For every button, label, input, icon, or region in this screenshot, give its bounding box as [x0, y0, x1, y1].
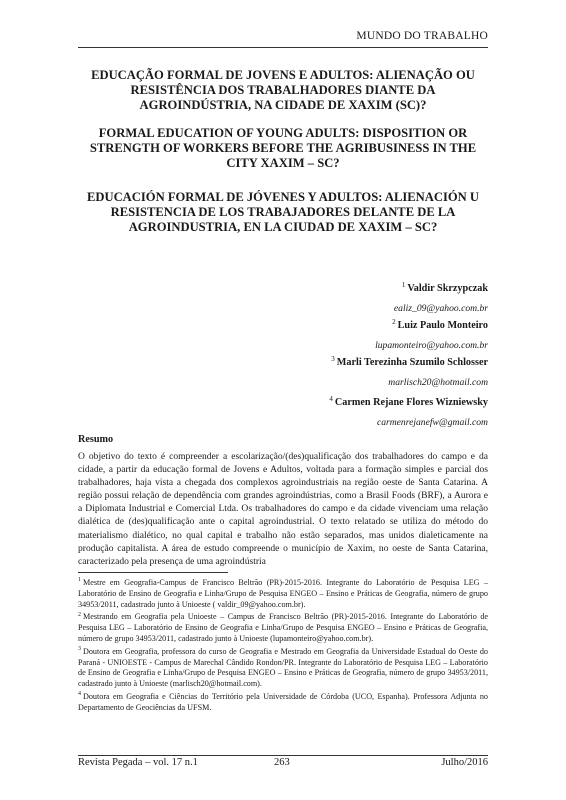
title-spanish: EDUCACIÓN FORMAL DE JÓVENES Y ADULTOS: ALIENACIÓN U RESISTENCIA DE LOS TRABAJADORES DELANTE DE LA AGROINDUSTRIA, EN LA CIUDAD DE XAXIM – SC? — [87, 190, 479, 234]
footnote-mark: 4 — [78, 691, 81, 698]
title-portuguese: EDUCAÇÃO FORMAL DE JOVENS E ADULTOS: ALIENAÇÃO OU RESISTÊNCIA DOS TRABALHADORES DIANTE DA AGROINDÚSTRIA, NA CIDADE DE XAXIM (SC)? — [91, 68, 475, 112]
author-mark: 2 — [392, 317, 396, 326]
footnote-4: $^4$ Doutora em Geografia e Ciências do Território pela Universidade de Córdoba (UCO, Espanha). Professora Adjunta no Departamento de Geociências da UFSM. — [78, 691, 488, 712]
footer-date: Julho/2016 — [441, 757, 488, 768]
author-email[interactable]: lupamonteiro@yahoo.com.br — [375, 340, 488, 351]
author-name: $^1$ Valdir Skrzypczak — [401, 280, 488, 294]
footer-rule — [78, 755, 488, 756]
header-rule — [78, 47, 488, 48]
running-header: MUNDO DO TRABALHO — [356, 30, 488, 42]
footnote-2: $^2$ Mestrando em Geografia pela Unioeste – Campus de Francisco Beltrão (PR)-2015-2016. Integrante do Laboratório de Pesquisa LEG – Laboratório de Ensino de Geografia e Linha/Grupo de Pesquisa ENGEO – Ensino e Práticas de Geografia, número de grupo 34953/2011, cadastrado junto à Unioeste (lupamonteiro@yahoo.com.br). — [78, 611, 488, 643]
author-1 — [188, 282, 488, 316]
author-email[interactable]: marlisch20@hotmail.com — [388, 377, 488, 388]
author-email[interactable]: carmenrejanefw@gmail.com — [376, 417, 488, 428]
author-2 — [188, 319, 488, 353]
author-name: $^2$ Luiz Paulo Monteiro — [392, 317, 488, 331]
title-english: FORMAL EDUCATION OF YOUNG ADULTS: DISPOSITION OR STRENGTH OF WORKERS BEFORE THE AGRIBUSINESS IN THE CITY XAXIM – SC? — [89, 126, 477, 170]
author-mark: 4 — [329, 394, 333, 403]
author-3 — [188, 356, 488, 390]
footnote-mark: 1 — [78, 577, 81, 584]
author-4 — [188, 396, 488, 430]
abstract-heading: Resumo — [78, 434, 114, 445]
footer-journal: Revista Pegada – vol. 17 n.1 — [78, 757, 198, 768]
footnote-mark: 2 — [78, 611, 81, 618]
footnote-1: $^1$ Mestre em Geografia-Campus de Francisco Beltrão (PR)-2015-2016. Integrante do Laboratório de Pesquisa LEG – Laboratório de Ensino de Geografia e Linha/Grupo de Pesquisa ENGEO – Ensino e Práticas de Geografia, número de grupo 34953/2011, cadastrado junto à Unioeste ( valdir_09@yahoo.com.br). — [78, 577, 488, 609]
author-name: $^4$ Carmen Rejane Flores Wizniewsky — [329, 394, 488, 408]
footnotes — [78, 578, 488, 716]
footnote-3: $^3$ Doutora em Geografia, professora do curso de Geografia e Mestrado em Geografia da Universidade Estadual do Oeste do Paraná - UNIOESTE - Campus de Marechal Cândido Rondon/PR. Integrante do Laboratório de Pesquisa LEG – Laboratório de Ensino de Geografia e Linha/Grupo de Pesquisa ENGEO – Ensino e Práticas de Geografia, número de grupo 34953/2011, cadastrado junto à Unioeste (marlisch20@hotmail.com). — [78, 646, 488, 689]
abstract-text: O objetivo do texto é compreender a escolarização/(des)qualificação dos trabalhadores do campo e da cidade, a partir da educação formal de Jovens e Adultos, voltada para a formação simples e parcial dos trabalhadores, haja vista a chegada dos complexos agroindustriais na região oeste de Santa Catarina. A região possui relação de dependência com grandes agroindústrias, como a Brasil Foods (BRF), a Aurora e a Diplomata Industrial e Comercial Ltda. Os trabalhadores do campo e da cidade vivenciam uma relação dialética de (des)qualificação ante o capital agroindustrial. O texto relatado se utiliza do método do materialismo dialético, no qual capital e trabalho não estão separados, mas unidos dialeticamente na produção capitalista. A área de estudo compreende o município de Xaxim, no oeste de Santa Catarina, caracterizado pela presença de uma agroindústria — [78, 451, 488, 567]
author-mark: 3 — [331, 354, 335, 363]
page-number: 263 — [274, 757, 290, 768]
footnote-rule — [78, 572, 228, 573]
author-email[interactable]: ealiz_09@yahoo.com.br — [393, 303, 488, 314]
author-name: $^3$ Marli Terezinha Szumilo Schlosser — [331, 354, 488, 368]
footnote-mark: 3 — [78, 646, 81, 653]
author-mark: 1 — [401, 280, 406, 289]
